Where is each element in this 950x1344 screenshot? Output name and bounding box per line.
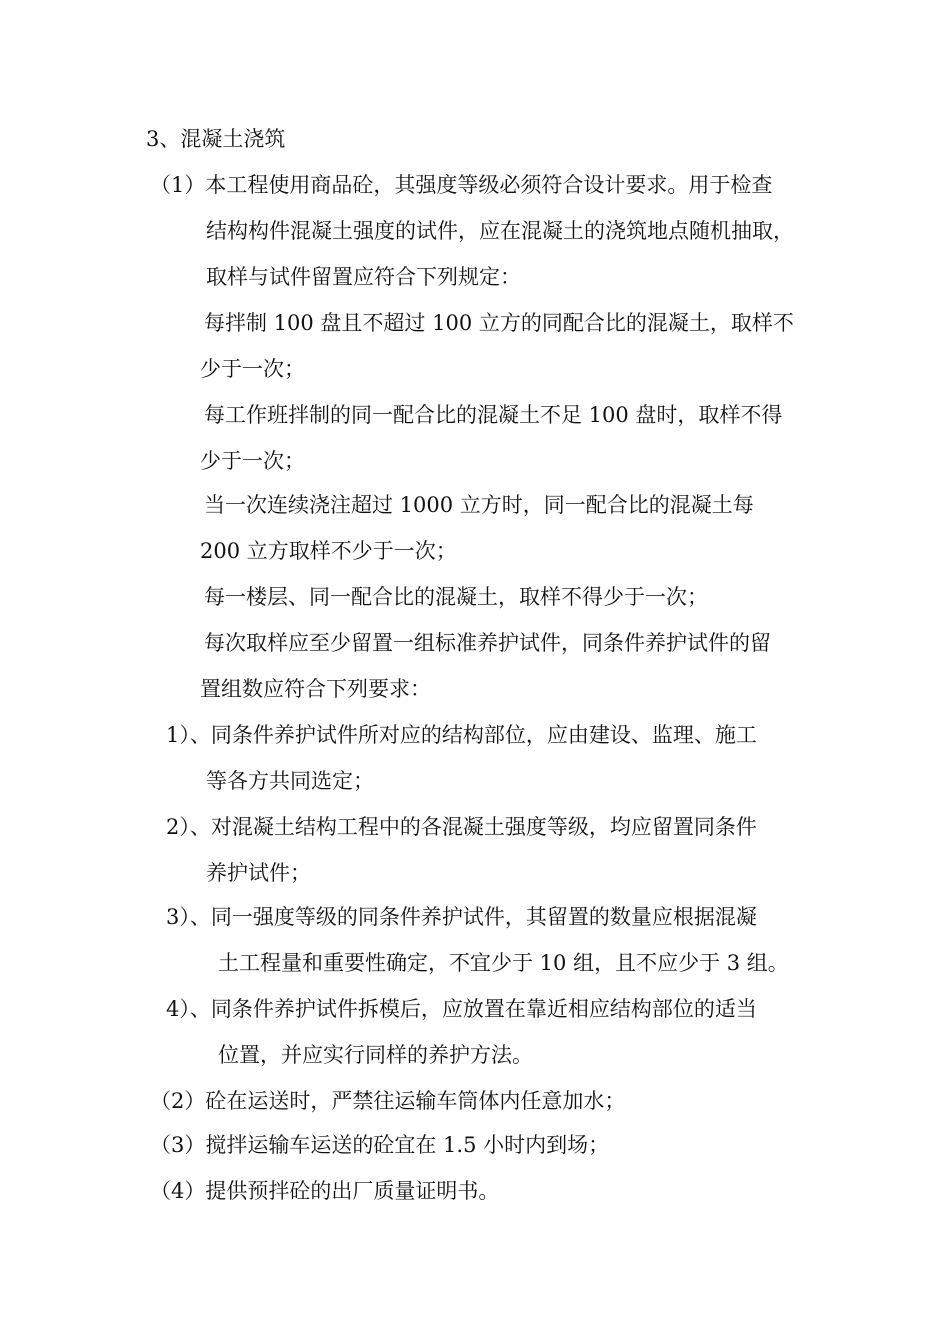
- paragraph-line: （4）提供预拌砼的出厂质量证明书。: [150, 1179, 500, 1203]
- paragraph-line: 养护试件；: [206, 861, 311, 885]
- paragraph-line: 当一次连续浇注超过 1000 立方时，同一配合比的混凝土每: [204, 493, 754, 517]
- paragraph-line: （2）砼在运送时，严禁往运输车筒体内任意加水；: [150, 1089, 626, 1113]
- paragraph-line: 每次取样应至少留置一组标准养护试件，同条件养护试件的留: [204, 631, 771, 655]
- paragraph-line: 1）、同条件养护试件所对应的结构部位，应由建设、监理、施工: [166, 723, 757, 747]
- paragraph-line: 200 立方取样不少于一次；: [200, 539, 457, 563]
- paragraph-line: 结构构件混凝土强度的试件，应在混凝土的浇筑地点随机抽取，: [206, 219, 794, 243]
- paragraph-line: 取样与试件留置应符合下列规定：: [206, 265, 521, 289]
- paragraph-line: 每拌制 100 盘且不超过 100 立方的同配合比的混凝土，取样不: [204, 311, 794, 335]
- paragraph-line: 土工程量和重要性确定，不宜少于 10 组，且不应少于 3 组。: [218, 951, 789, 975]
- paragraph-line: 位置，并应实行同样的养护方法。: [218, 1043, 533, 1067]
- paragraph-line: 2）、对混凝土结构工程中的各混凝土强度等级，均应留置同条件: [166, 815, 757, 839]
- paragraph-line: 等各方共同选定；: [206, 769, 374, 793]
- paragraph-line: 3）、同一强度等级的同条件养护试件，其留置的数量应根据混凝: [166, 905, 757, 929]
- section-heading: 3、混凝土浇筑: [146, 127, 286, 151]
- paragraph-line: 少于一次；: [200, 357, 305, 381]
- paragraph-line: （1）本工程使用商品砼，其强度等级必须符合设计要求。用于检查: [150, 173, 773, 197]
- paragraph-line: （3）搅拌运输车运送的砼宜在 1.5 小时内到场；: [150, 1133, 610, 1157]
- paragraph-line: 每一楼层、同一配合比的混凝土，取样不得少于一次；: [204, 585, 708, 609]
- paragraph-line: 少于一次；: [200, 449, 305, 473]
- paragraph-line: 置组数应符合下列要求：: [200, 677, 431, 701]
- paragraph-line: 每工作班拌制的同一配合比的混凝土不足 100 盘时，取样不得: [204, 403, 783, 427]
- paragraph-line: 4）、同条件养护试件拆模后，应放置在靠近相应结构部位的适当: [166, 997, 757, 1021]
